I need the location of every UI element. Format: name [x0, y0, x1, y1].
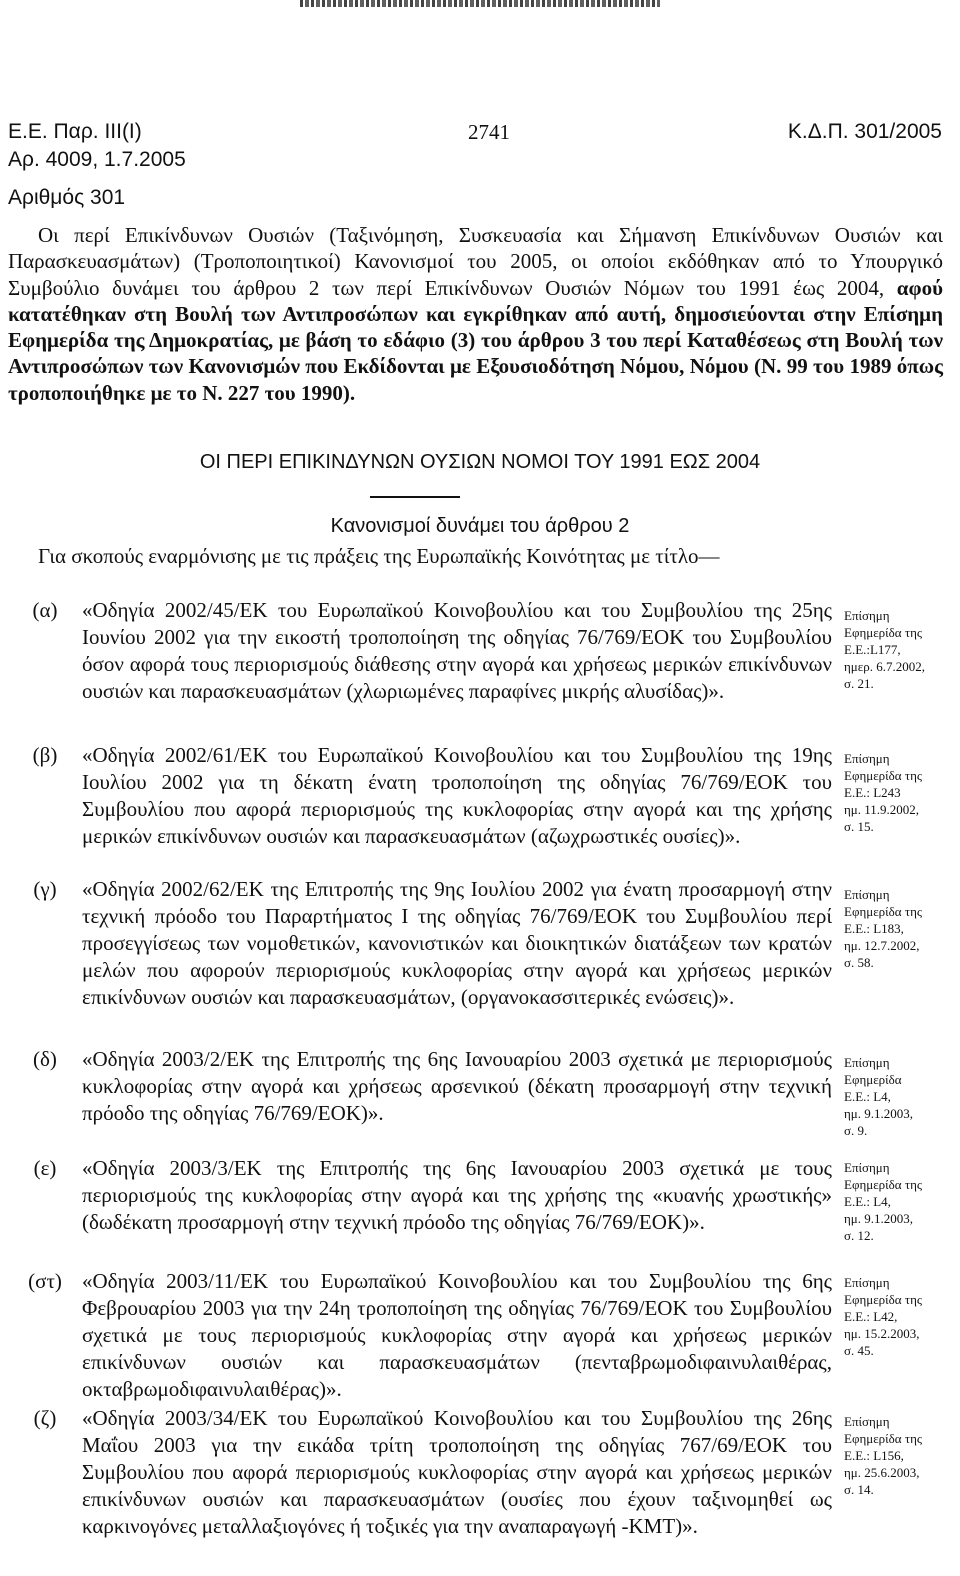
note-line: Ε.Ε.: L4, [844, 1089, 891, 1104]
note-line: Επίσημη [844, 1275, 890, 1290]
note-line: Εφημερίδα της [844, 904, 923, 919]
note-line: Ε.Ε.: L156, [844, 1448, 904, 1463]
item-label: (στ) [28, 1269, 62, 1293]
note-line: Εφημερίδα της [844, 1177, 923, 1192]
item-label: (δ) [33, 1047, 57, 1071]
purpose-paragraph: Για σκοπούς εναρμόνισης με τις πράξεις της Ευρωπαϊκής Κοινότητας με τίτλο— [38, 544, 720, 568]
note-line: Εφημερίδα της [844, 625, 923, 640]
note-line: Επίσημη [844, 1055, 890, 1070]
intro-paragraph [8, 222, 943, 406]
item-label: (α) [32, 598, 58, 622]
margin-note [844, 1159, 956, 1244]
note-line: ημ. 11.9.2002, [844, 802, 920, 817]
note-line: σ. 9. [844, 1123, 868, 1138]
note-line: ημ. 12.7.2002, [844, 938, 920, 953]
note-line: Επίσημη [844, 1414, 890, 1429]
note-line: Ε.Ε.: L183, [844, 921, 904, 936]
issue-number-date: Αρ. 4009, 1.7.2005 [8, 148, 186, 171]
margin-note [844, 1054, 956, 1139]
item-text: «Οδηγία 2003/34/ΕΚ του Ευρωπαϊκού Κοινοβουλίου και του Συμβουλίου της 26ης Μαΐου 2003 για την εικάδα τρίτη τροποποίηση της οδηγίας 767/69/ΕΟΚ του Συμβουλίου που αφορά περιορισμούς κυκλοφορίας στην αγορά και χρήσεως μερικών επικίνδυνων ουσιών και παρασκευασμάτων (ουσίες που έχουν ταξινομηθεί ως καρκινογόνες μεταλλαξιογόνες ή τοξικές για την αναπαραγωγή -ΚΜΤ)». [82, 1406, 832, 1538]
note-line: σ. 45. [844, 1343, 874, 1358]
note-line: Επίσημη [844, 751, 890, 766]
item-text: «Οδηγία 2003/3/ΕΚ της Επιτροπής της 6ης Ιανουαρίου 2003 σχετικά με τους περιορισμούς της κυκλοφορίας στην αγορά και της χρήσης της «κυανής χρωστικής» (δωδέκατη προσαρμογή στην τεχνική πρόοδο της οδηγίας 76/769/ΕΟΚ)». [82, 1156, 832, 1234]
note-line: σ. 58. [844, 955, 874, 970]
gazette-reference: Ε.Ε. Παρ. ΙΙΙ(Ι) [8, 120, 142, 143]
margin-note [844, 886, 956, 971]
item-label: (β) [32, 743, 58, 767]
item-text: «Οδηγία 2002/62/ΕΚ της Επιτροπής της 9ης Ιουλίου 2002 για ένατη προσαρμογή στην τεχνική πρόοδο του Παραρτήματος Ι της οδηγίας 76/769/ΕΟΚ του Συμβουλίου περί προσεγγίσεως των νομοθετικών, κανονιστικών και διοικητικών διατάξεων των κρατών μελών που αφορούν περιορισμούς κυκλοφορίας στην αγορά και χρήσεως μερικών επικίνδυνων ουσιών και παρασκευασμάτων, (οργανοκασσιτερικές ενώσεις)». [82, 877, 832, 1009]
note-line: σ. 12. [844, 1228, 874, 1243]
note-line: σ. 15. [844, 819, 874, 834]
note-line: ημ. 15.2.2003, [844, 1326, 920, 1341]
note-line: Εφημερίδα της [844, 1431, 923, 1446]
item-label: (ε) [33, 1156, 57, 1180]
note-line: Εφημερίδα [844, 1072, 902, 1087]
note-line: σ. 21. [844, 676, 874, 691]
page-header [8, 120, 942, 176]
note-line: ημ. 9.1.2003, [844, 1211, 914, 1226]
margin-note [844, 1274, 956, 1359]
note-line: Εφημερίδα της [844, 1292, 923, 1307]
note-line: Ε.Ε.: L42, [844, 1309, 898, 1324]
item-text: «Οδηγία 2003/11/ΕΚ του Ευρωπαϊκού Κοινοβουλίου και του Συμβουλίου της 6ης Φεβρουαρίου 2003 για την 24η τροποποίηση της οδηγίας 76/769/ΕΟΚ του Συμβουλίου σχετικά με τους περιορισμούς κυκλοφορίας στην αγορά και χρήσεως μερικών επικίνδυνων ουσιών και παρασκευασμάτων (πενταβρωμοδιφαινυλαιθέρας, οκταβρωμοδιφαινυλαιθέρας)». [82, 1269, 832, 1401]
note-line: σ. 14. [844, 1482, 874, 1497]
law-title: ΟΙ ΠΕΡΙ ΕΠΙΚΙΝΔΥΝΩΝ ΟΥΣΙΩΝ ΝΟΜΟΙ ΤΟΥ 1991 ΕΩΣ 2004 [199, 451, 761, 473]
note-line: ημερ. 6.7.2002, [844, 659, 925, 674]
item-text: «Οδηγία 2003/2/ΕΚ της Επιτροπής της 6ης Ιανουαρίου 2003 σχετικά με περιορισμούς κυκλοφορίας στην αγορά και χρήσεως αρσενικού (δέκατη προσαρμογή στην τεχνική πρόοδο της οδηγίας 76/769/ΕΟΚ)». [82, 1047, 832, 1125]
item-text: «Οδηγία 2002/45/ΕΚ του Ευρωπαϊκού Κοινοβουλίου και του Συμβουλίου της 25ης Ιουνίου 2002 για την εικοστή τροποποίηση της οδηγίας 76/769/ΕΟΚ του Συμβουλίου όσον αφορά τους περιορισμούς διάθεσης στην αγορά και χρήσεως μερικών επικίνδυνων ουσιών και παρασκευασμάτων (χλωριωμένες παραφίνες μικρής αλυσίδας)». [82, 598, 832, 703]
regulations-title: Κανονισμοί δυνάμει του άρθρου 2 [330, 515, 630, 537]
divider [370, 496, 460, 498]
note-line: Εφημερίδα της [844, 768, 923, 783]
note-line: ημ. 9.1.2003, [844, 1106, 914, 1121]
margin-note [844, 750, 956, 835]
note-line: ημ. 25.6.2003, [844, 1465, 920, 1480]
page-number: 2741 [468, 120, 510, 144]
regulation-number: Αριθμός 301 [8, 186, 126, 209]
margin-note [844, 607, 956, 692]
regulation-reference: Κ.Δ.Π. 301/2005 [787, 120, 942, 143]
scan-artifact [300, 0, 660, 7]
item-label: (γ) [33, 877, 57, 901]
note-line: Επίσημη [844, 1160, 890, 1175]
item-text: «Οδηγία 2002/61/ΕΚ του Ευρωπαϊκού Κοινοβουλίου και του Συμβουλίου της 19ης Ιουλίου 2002 για τη δέκατη ένατη τροποποίηση της οδηγίας 76/769/ΕΟΚ του Συμβουλίου που αφορά περιορισμούς της κυκλοφορίας στην αγορά και της χρήσης μερικών επικίνδυνων ουσιών και παρασκευασμάτων (αζωχρωστικές ουσίες)». [82, 743, 832, 848]
intro-bold-text: αφού κατατέθηκαν στη Βουλή των Αντιπροσώπων και εγκρίθηκαν από αυτή, δημοσιεύονται στην Επίσημη Εφημερίδα της Δημοκρατίας, με βάση το εδάφιο (3) του άρθρου 3 του περί Καταθέσεως στη Βουλή των Αντιπροσώπων των Κανονισμών που Εκδίδονται με Εξουσιοδότηση Νόμου, Νόμου (Ν. 99 του 1989 όπως τροποποιήθηκε με το Ν. 227 του 1990). [8, 275, 943, 405]
note-line: Επίσημη [844, 608, 890, 623]
item-label: (ζ) [33, 1406, 57, 1430]
note-line: Επίσημη [844, 887, 890, 902]
note-line: Ε.Ε.: L4, [844, 1194, 891, 1209]
note-line: Ε.Ε.:L177, [844, 642, 901, 657]
margin-note [844, 1413, 956, 1498]
intro-text: Οι περί Επικίνδυνων Ουσιών (Ταξινόμηση, Συσκευασία και Σήμανση Επικίνδυνων Ουσιών και Παρασκευασμάτων) (Τροποποιητικοί) Κανονισμοί του 2005, οι οποίοι εκδόθηκαν από το Υπουργικό Συμβούλιο δυνάμει του άρθρου 2 των περί Επικίνδυνων Ουσιών Νόμων του 1991 έως 2004, [8, 223, 943, 300]
note-line: Ε.Ε.: L243 [844, 785, 901, 800]
